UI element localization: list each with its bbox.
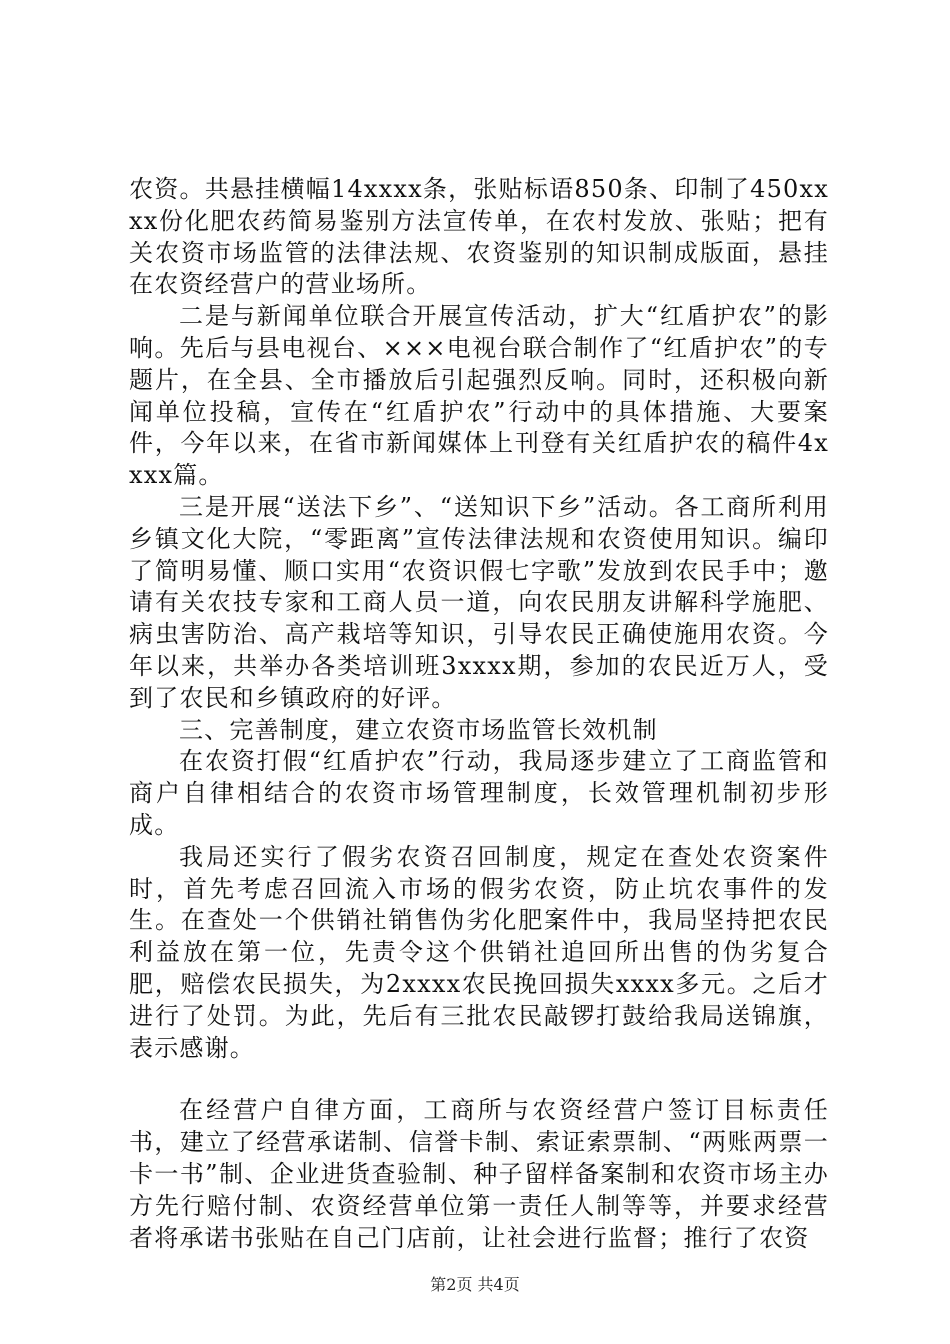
section-heading: 三、完善制度，建立农资市场监管长效机制 bbox=[179, 715, 658, 744]
paragraph-5: 我局还实行了假劣农资召回制度，规定在查处农资案件时，首先考虑召回流入市场的假劣农资，防止坑农事件的发生。在查处一个供销社销售伪劣化肥案件中，我局坚持把农民利益放在第一位，先责令这个供销社追回所出售的伪劣复合肥，赔偿农民损失，为2xxxx农民挽回损失xxxx多元。之后才进行了处罚。为此，先后有三批农民敲锣打鼓给我局送锦旗，表示感谢。 bbox=[129, 842, 829, 1062]
paragraph-4: 在农资打假“红盾护农”行动，我局逐步建立了工商监管和商户自律相结合的农资市场管理制度，长效管理机制初步形成。 bbox=[129, 747, 829, 839]
paragraph-6: 在经营户自律方面，工商所与农资经营户签订目标责任书，建立了经营承诺制、信誉卡制、索证索票制、“两账两票一卡一书”制、企业进货查验制、种子留样备案制和农资市场主办方先行赔付制、农资经营单位第一责任人制等等，并要求经营者将承诺书张贴在自己门店前，让社会进行监督；推行了农资 bbox=[129, 1096, 829, 1252]
paragraph-spacer bbox=[129, 1064, 829, 1095]
paragraph-3: 三是开展“送法下乡”、“送知识下乡”活动。各工商所利用乡镇文化大院，“零距离”宣传法律法规和农资使用知识。编印了简明易懂、顺口实用“农资识假七字歌”发放到农民手中；邀请有关农技专家和工商人员一道，向农民朋友讲解科学施肥、病虫害防治、高产栽培等知识，引导农民正确使施用农资。今年以来，共举办各类培训班3xxxx期，参加的农民近万人，受到了农民和乡镇政府的好评。 bbox=[129, 492, 829, 712]
paragraph-1: 农资。共悬挂横幅14xxxx条，张贴标语850条、印制了450xxxx份化肥农药简易鉴别方法宣传单，在农村发放、张贴；把有关农资市场监管的法律法规、农资鉴别的知识制成版面，悬挂在农资经营户的营业场所。 bbox=[129, 175, 829, 299]
page-number-footer: 第2页 共4页 bbox=[430, 1275, 520, 1294]
paragraph-2: 二是与新闻单位联合开展宣传活动，扩大“红盾护农”的影响。先后与县电视台、×××电视台联合制作了“红盾护农”的专题片，在全县、全市播放后引起强烈反响。同时，还积极向新闻单位投稿，宣传在“红盾护农”行动中的具体措施、大要案件，今年以来，在省市新闻媒体上刊登有关红盾护农的稿件4xxxx篇。 bbox=[129, 302, 829, 490]
document-body bbox=[129, 174, 829, 1254]
